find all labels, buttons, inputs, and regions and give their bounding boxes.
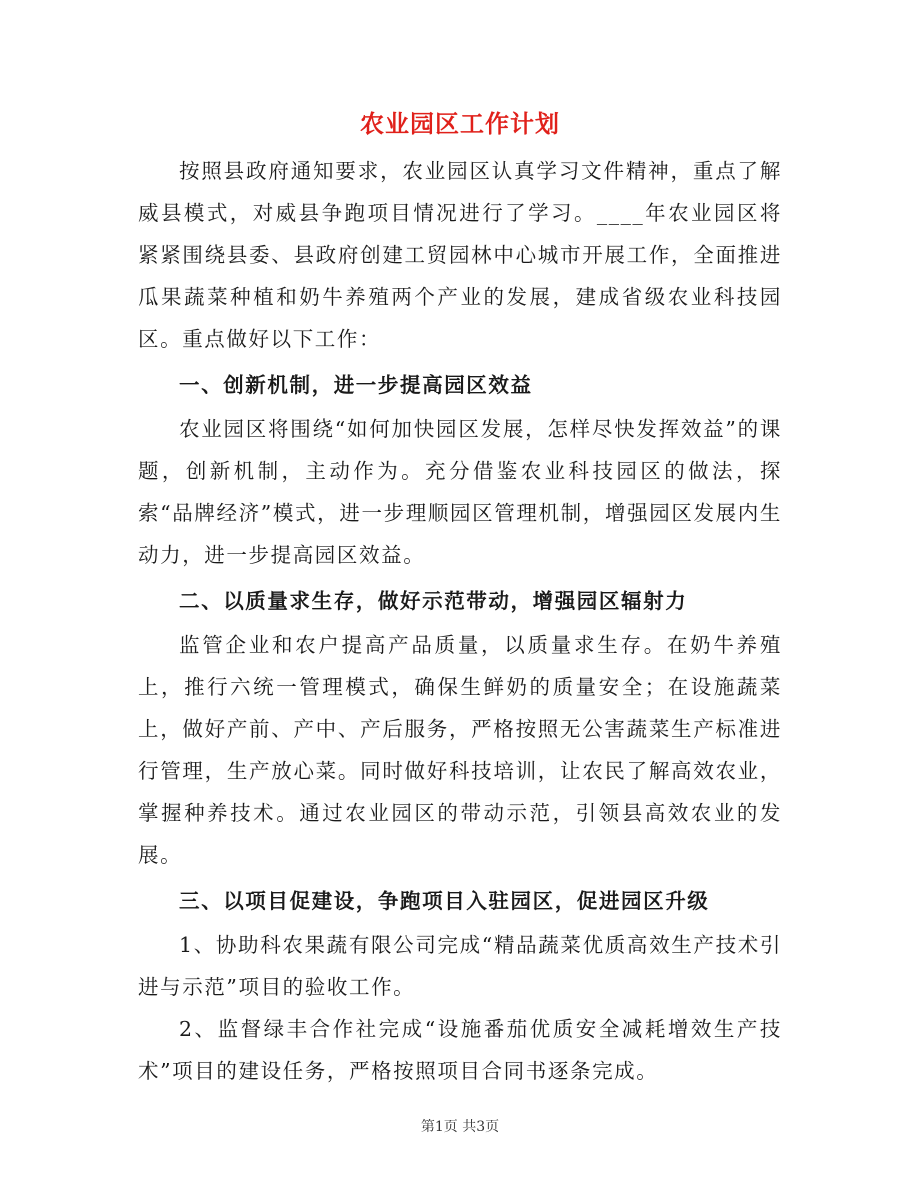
document-body — [138, 150, 782, 1092]
document-title: 农业园区工作计划 — [360, 109, 560, 138]
section-heading-3: 三、以项目促建设，争跑项目入驻园区，促进园区升级 — [179, 889, 710, 913]
section-1-paragraph: 农业园区将围绕“如何加快园区发展，怎样尽快发挥效益”的课题，创新机制，主动作为。充分借鉴农业科技园区的做法，探索“品牌经济”模式，进一步理顺园区管理机制，增强园区发展内生动力，进一步提高园区效益。 — [138, 417, 782, 567]
section-heading-1: 一、创新机制，进一步提高园区效益 — [179, 373, 533, 397]
section-3-item-1: 1、协助科农果蔬有限公司完成“精品蔬菜优质高效生产技术引进与示范”项目的验收工作。 — [138, 933, 782, 999]
section-2-paragraph: 监管企业和农户提高产品质量，以质量求生存。在奶牛养殖上，推行六统一管理模式，确保生鲜奶的质量安全；在设施蔬菜上，做好产前、产中、产后服务，严格按照无公害蔬菜生产标准进行管理，生产放心菜。同时做好科技培训，让农民了解高效农业，掌握种养技术。通过农业园区的带动示范，引领县高效农业的发展。 — [138, 633, 782, 867]
intro-paragraph: 按照县政府通知要求，农业园区认真学习文件精神，重点了解威县模式，对威县争跑项目情况进行了学习。____年农业园区将紧紧围绕县委、县政府创建工贸园林中心城市开展工作，全面推进瓜果蔬菜种植和奶牛养殖两个产业的发展，建成省级农业科技园区。重点做好以下工作： — [138, 159, 782, 351]
page-number-footer: 第1页 共3页 — [420, 1119, 500, 1135]
section-heading-2: 二、以质量求生存，做好示范带动，增强园区辐射力 — [179, 589, 688, 613]
section-3-item-2: 2、监督绿丰合作社完成“设施番茄优质安全减耗增效生产技术”项目的建设任务，严格按照项目合同书逐条完成。 — [138, 1017, 782, 1083]
